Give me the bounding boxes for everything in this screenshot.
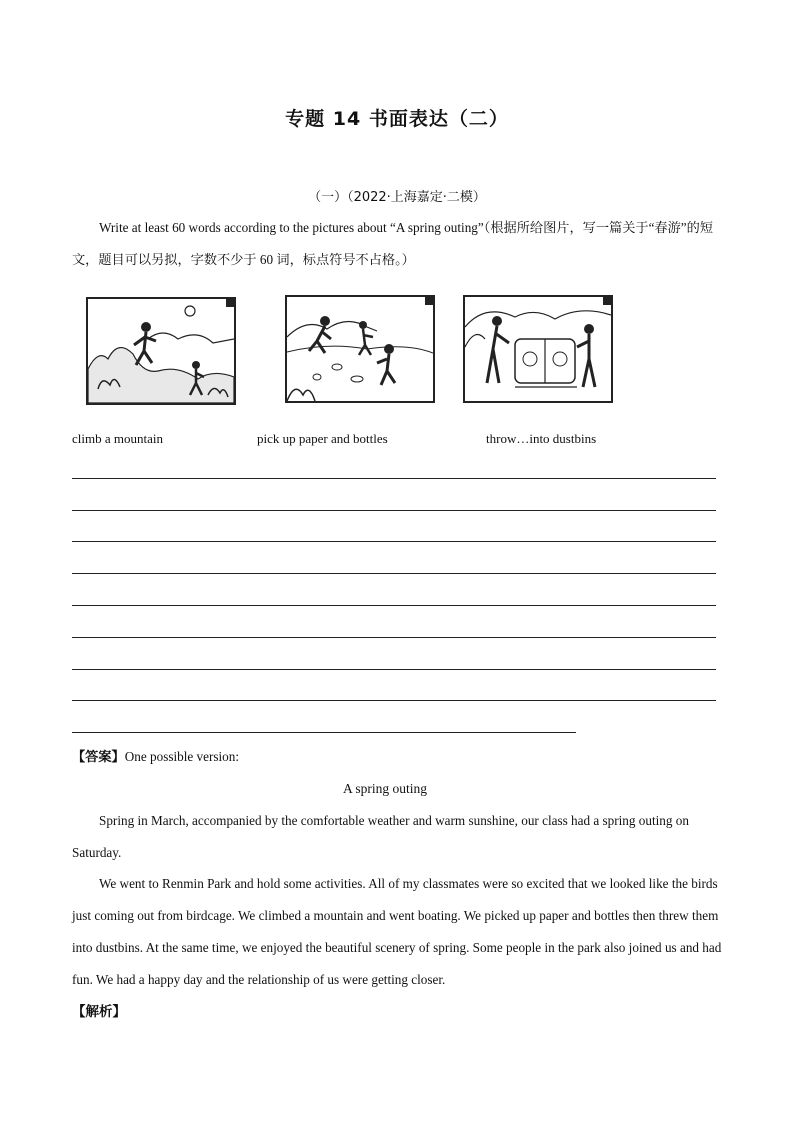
caption-2: pick up paper and bottles xyxy=(257,431,388,446)
writing-line[interactable] xyxy=(72,669,716,670)
question-source: （一）（2022·上海嘉定·二模） xyxy=(308,190,486,205)
page-title: 专题 14 书面表达（二） xyxy=(285,108,509,130)
picking-litter-scene-icon xyxy=(287,297,433,401)
picture-throw-into-dustbins xyxy=(463,295,613,403)
essay-paragraph-2: We went to Renmin Park and hold some activities. All of my classmates were so excited that we looked like the birds just coming out from birdcage. We climbed a mountain and went boating. We picked up paper and bottles then threw them into dustbins. At the same time, we enjoyed the beautiful scenery of spring. Some people in the park also joined us and had fun. We had a happy day and the relationship of us were getting closer. xyxy=(72,876,722,987)
hiking-scene-icon xyxy=(88,299,234,403)
writing-line[interactable] xyxy=(72,700,716,701)
answer-header xyxy=(72,741,732,774)
writing-line[interactable] xyxy=(72,732,576,733)
writing-line[interactable] xyxy=(72,605,716,606)
caption-1: climb a mountain xyxy=(72,431,163,446)
writing-line[interactable] xyxy=(72,510,716,511)
analysis-label: 【解析】 xyxy=(72,1004,126,1020)
writing-line[interactable] xyxy=(72,573,716,574)
caption-3: throw…into dustbins xyxy=(486,431,597,446)
answer-intro: One possible version: xyxy=(124,749,240,764)
writing-line[interactable] xyxy=(72,478,716,479)
writing-line[interactable] xyxy=(72,541,716,542)
answer-label: 【答案】 xyxy=(72,750,125,765)
picture-climb-mountain xyxy=(86,297,236,405)
writing-line[interactable] xyxy=(72,637,716,638)
picture-pick-up-litter xyxy=(285,295,435,403)
essay-title: A spring outing xyxy=(342,781,427,796)
dustbin-scene-icon xyxy=(465,297,611,401)
essay-paragraph-1: Spring in March, accompanied by the comfortable weather and warm sunshine, our class had a spring outing on Saturday. xyxy=(72,813,689,860)
writing-prompt: Write at least 60 words according to the pictures about “A spring outing”（根据所给图片，写一篇关于“春游”的短文，题目可以另拟，字数不少于 60 词，标点符号不占格。） xyxy=(72,220,714,267)
